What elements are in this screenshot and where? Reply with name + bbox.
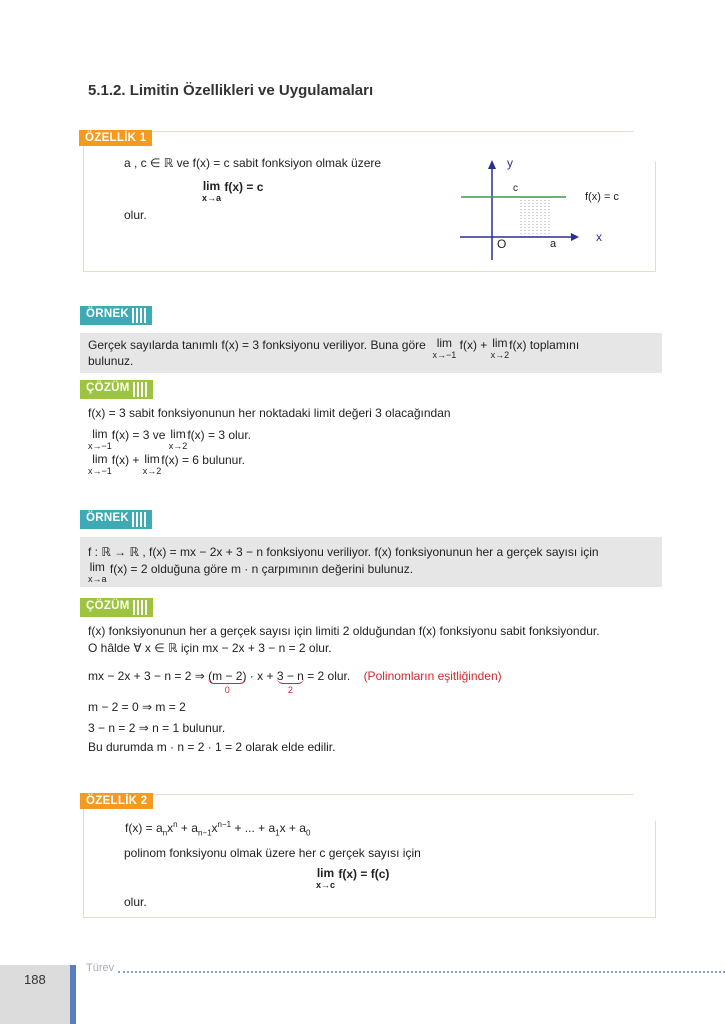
solution-2-line-2: O hâlde ∀ x ∈ ℝ için mx − 2x + 3 − n = 2 olur. — [88, 641, 332, 655]
fx-label: f(x) = c — [585, 191, 619, 203]
solution-2-line-4: m − 2 = 0 ⇒ m = 2 — [88, 700, 186, 714]
c-label: c — [513, 183, 518, 194]
solution-1-tag: ÇÖZÜM — [80, 380, 153, 399]
section-name: Türev — [86, 962, 115, 974]
y-label: y — [507, 156, 513, 170]
example-2-tag: ÖRNEK — [80, 510, 152, 529]
section-title: 5.1.2. Limitin Özellikleri ve Uygulamaları — [88, 82, 374, 99]
property-2-text: polinom fonksiyonu olmak üzere her c gerçek sayısı için — [124, 846, 421, 860]
footer-dotted-line — [118, 971, 725, 973]
property-2-tag: ÖZELLİK 2 — [80, 793, 153, 809]
solution-2-line-1: f(x) fonksiyonunun her a gerçek sayısı için limiti 2 olduğundan f(x) fonksiyonu sabit fonksiyondur. — [88, 624, 600, 638]
solution-2-line-3: mx − 2x + 3 − n = 2 ⇒ (m − 2) 0 · x + 3 − n 2 = 2 olur. (Polinomların eşitliğinden) — [88, 669, 502, 695]
property-1-formula: lim x→a f(x) = c — [202, 179, 264, 203]
property-1-tag: ÖZELLİK 1 — [79, 130, 152, 146]
polynomial-formula: $f(x) = a_nx^n + a_{n-1}x^{n-1}$ + ... + $a_1x + a_0$ — [125, 820, 311, 838]
page-number: 188 — [24, 972, 46, 987]
x-label: x — [596, 230, 602, 244]
example-1-box: Gerçek sayılarda tanımlı f(x) = 3 fonksiyonu veriliyor. Buna göre lim x→−1 f(x) + lim x→2 f(x) toplamını bulunuz. — [80, 333, 662, 373]
solution-1-line-3: lim x→−1 f(x) + lim x→2 f(x) = 6 bulunur. — [88, 452, 246, 476]
property-1-text: a , c ∈ ℝ ve f(x) = c sabit fonksiyon olmak üzere — [124, 156, 382, 170]
footer-bar — [70, 965, 76, 1024]
y-arrow-icon — [488, 160, 496, 169]
solution-2-line-6: Bu durumda m · n = 2 · 1 = 2 olarak elde edilir. — [88, 740, 336, 754]
origin-label: O — [497, 237, 507, 251]
hatch-region — [521, 197, 549, 237]
solution-2-tag: ÇÖZÜM — [80, 598, 153, 617]
property-1-olur: olur. — [124, 208, 147, 222]
example-1-tag: ÖRNEK — [80, 306, 152, 325]
bars-icon — [132, 308, 146, 323]
solution-1-line-2: lim x→−1 f(x) = 3 ve lim x→2 f(x) = 3 olur. — [88, 427, 252, 451]
a-label: a — [550, 238, 557, 250]
x-arrow-icon — [571, 233, 579, 241]
property-2-formula: lim x→c f(x) = f(c) — [316, 866, 390, 890]
solution-1-line-1: f(x) = 3 sabit fonksiyonunun her noktadaki limit değeri 3 olacağından — [88, 406, 451, 420]
property-2-olur: olur. — [124, 895, 147, 909]
example-2-box: f : ℝ → ℝ , f(x) = mx − 2x + 3 − n fonksiyonu veriliyor. f(x) fonksiyonunun her a gerçek sayısı için lim x→a f(x) = 2 olduğuna göre m · n çarpımının değerini bulunuz. — [80, 537, 662, 587]
solution-2-line-5: 3 − n = 2 ⇒ n = 1 bulunur. — [88, 721, 226, 735]
